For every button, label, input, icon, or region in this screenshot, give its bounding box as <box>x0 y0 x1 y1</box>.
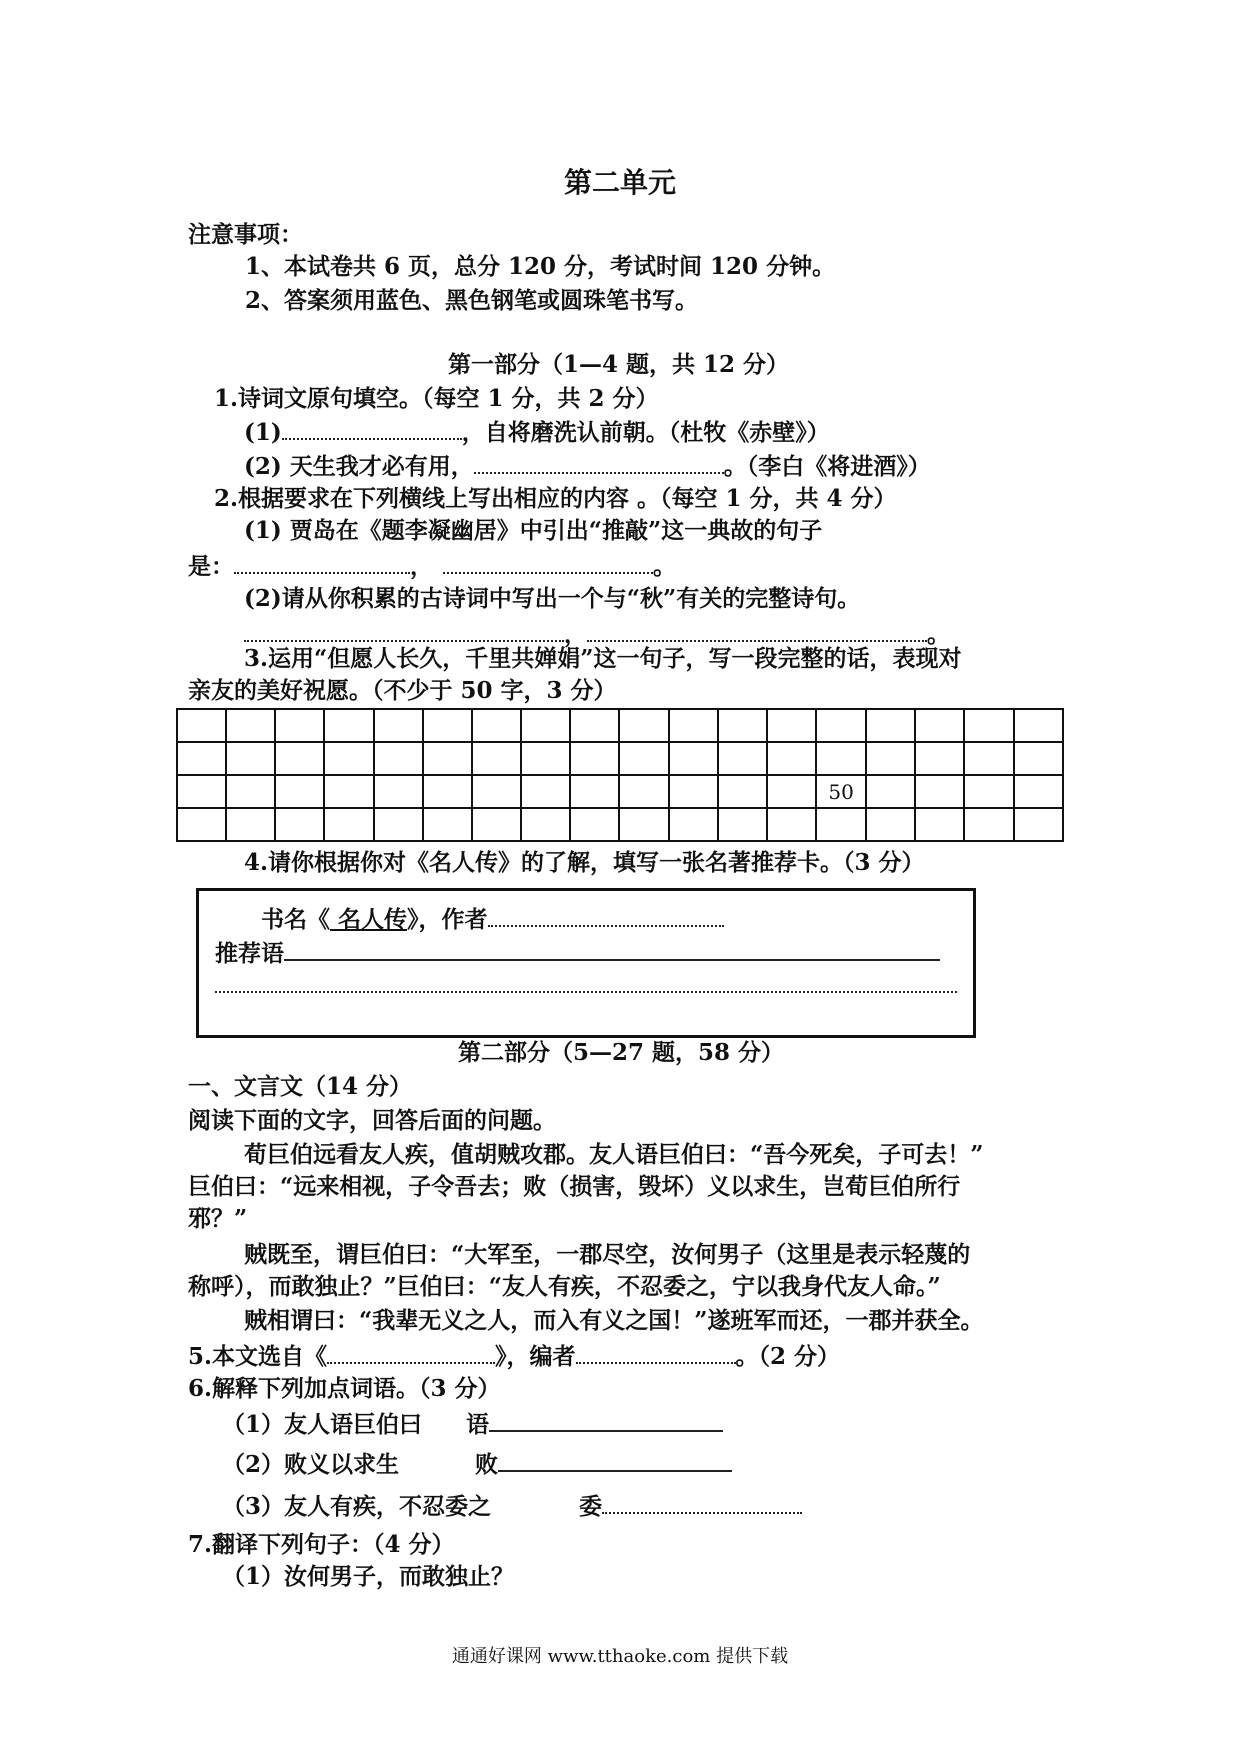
grid-cell[interactable] <box>374 775 423 808</box>
grid-cell[interactable] <box>718 709 767 742</box>
q6-item-3 <box>222 1490 802 1522</box>
q6-item-2 <box>222 1448 732 1480</box>
grid-cell[interactable] <box>275 808 324 841</box>
grid-cell[interactable] <box>374 742 423 775</box>
q3-stem-line-2: 亲友的美好祝愿。（不少于 50 字，3 分） <box>188 677 617 704</box>
grid-row <box>177 775 1063 808</box>
part1-heading: 第一部分（1—4 题，共 12 分） <box>448 351 790 378</box>
book-recommendation-card <box>196 888 976 1038</box>
grid-cell[interactable] <box>718 775 767 808</box>
grid-cell[interactable] <box>1014 808 1063 841</box>
footer-credit: 通通好课网 www.tthaoke.com 提供下载 <box>451 1646 789 1667</box>
grid-cell[interactable] <box>324 742 373 775</box>
q2-s2-period: 。 <box>927 621 950 648</box>
grid-cell[interactable] <box>226 709 275 742</box>
q1-sentence-2 <box>244 450 931 482</box>
q1-s1-suffix: ，自将磨洗认前朝。（杜牧《赤壁》） <box>461 419 830 446</box>
q2-sentence-2: (2)请从你积累的古诗词中写出一个与“秋”有关的完整诗句。 <box>244 585 861 612</box>
card-recommend-blank-2[interactable] <box>215 969 957 993</box>
q5-source-blank[interactable] <box>327 1340 495 1364</box>
grid-cell[interactable] <box>423 742 472 775</box>
q5-prefix: 5.本文选自《 <box>188 1343 328 1370</box>
grid-cell[interactable] <box>570 808 619 841</box>
q6-i3-text: （3）友人有疾，不忍委之 <box>222 1493 492 1520</box>
q6-i1-text: （1）友人语巨伯曰 <box>222 1411 423 1438</box>
q6-item-1 <box>222 1408 723 1440</box>
part2-heading: 第二部分（5—27 题，58 分） <box>458 1039 785 1066</box>
grid-cell[interactable] <box>324 808 373 841</box>
grid-cell[interactable] <box>915 808 964 841</box>
grid-cell[interactable] <box>423 709 472 742</box>
q1-s2-prefix: (2) 天生我才必有用， <box>244 453 474 480</box>
grid-cell[interactable] <box>866 808 915 841</box>
grid-cell[interactable] <box>226 742 275 775</box>
passage-p1-l3: 邪？” <box>188 1205 248 1232</box>
grid-cell[interactable] <box>816 709 866 742</box>
grid-cell[interactable] <box>669 808 718 841</box>
q6-i1-blank[interactable] <box>489 1408 723 1432</box>
q1-stem: 1.诗词文原句填空。（每空 1 分，共 2 分） <box>214 385 659 412</box>
grid-cell[interactable] <box>177 808 226 841</box>
grid-cell-50-marker[interactable]: 50 <box>816 775 866 808</box>
q3-stem-line-1: 3.运用“但愿人长久，千里共婵娟”这一句子，写一段完整的话，表现对 <box>244 645 962 672</box>
grid-cell[interactable] <box>669 709 718 742</box>
grid-cell[interactable] <box>964 742 1013 775</box>
q2-s1-period: 。 <box>653 553 676 580</box>
grid-cell[interactable] <box>619 808 668 841</box>
page-title: 第二单元 <box>563 166 676 199</box>
q6-i2-word: 败 <box>475 1451 499 1478</box>
grid-cell[interactable] <box>423 775 472 808</box>
q2-sentence-1: (1) 贾岛在《题李凝幽居》中引出“推敲”这一典故的句子 <box>244 517 823 544</box>
grid-cell[interactable] <box>275 709 324 742</box>
card-recommend-line-2 <box>215 969 957 1001</box>
grid-cell[interactable] <box>177 742 226 775</box>
q2-s1-comma: ， <box>410 553 433 580</box>
grid-cell[interactable] <box>324 775 373 808</box>
q5-suffix: 。（2 分） <box>735 1343 841 1370</box>
grid-cell[interactable] <box>915 742 964 775</box>
passage-p2-l2: 称呼），而敢独止？”巨伯曰：“友人有疾，不忍委之，宁以我身代友人命。” <box>188 1273 941 1300</box>
grid-cell[interactable] <box>1014 775 1063 808</box>
grid-cell[interactable] <box>472 742 521 775</box>
grid-cell[interactable] <box>767 775 816 808</box>
grid-cell[interactable] <box>964 775 1013 808</box>
passage-p2-l1: 贼既至，谓巨伯曰：“大军至，一郡尽空，汝何男子（这里是表示轻蔑的 <box>244 1241 971 1268</box>
q2-s1-prefix: 是： <box>188 553 234 580</box>
q2-stem: 2.根据要求在下列横线上写出相应的内容 。（每空 1 分，共 4 分） <box>214 485 897 512</box>
grid-cell[interactable] <box>521 742 570 775</box>
q6-i3-blank[interactable] <box>602 1490 802 1514</box>
q2-s2-blank-2[interactable] <box>587 618 927 642</box>
q5-editor-blank[interactable] <box>576 1340 736 1364</box>
grid-cell[interactable] <box>177 709 226 742</box>
card-recommend-line <box>215 937 940 969</box>
notes-heading: 注意事项： <box>188 221 303 248</box>
grid-cell[interactable] <box>374 808 423 841</box>
grid-cell[interactable] <box>816 742 866 775</box>
card-author-blank[interactable] <box>488 903 724 927</box>
grid-cell[interactable] <box>619 709 668 742</box>
grid-cell[interactable] <box>177 775 226 808</box>
grid-cell[interactable] <box>472 808 521 841</box>
q2-s1-blank-2[interactable] <box>443 550 653 574</box>
grid-cell[interactable] <box>1014 709 1063 742</box>
grid-cell[interactable] <box>472 775 521 808</box>
card-book-prefix: 书名《 <box>261 906 330 933</box>
grid-cell[interactable] <box>521 775 570 808</box>
grid-cell[interactable] <box>1014 742 1063 775</box>
passage-p1-l1: 荀巨伯远看友人疾，值胡贼攻郡。友人语巨伯曰：“吾今死矣，子可去！” <box>244 1141 984 1168</box>
grid-cell[interactable] <box>718 742 767 775</box>
grid-cell[interactable] <box>915 775 964 808</box>
grid-cell[interactable] <box>866 742 915 775</box>
passage-p1-l2: 巨伯曰：“远来相视，子令吾去；败（损害，毁坏）义以求生，岂荀巨伯所行 <box>188 1173 961 1200</box>
grid-cell[interactable] <box>718 808 767 841</box>
grid-row <box>177 808 1063 841</box>
q4-stem: 4.请你根据你对《名人传》的了解，填写一张名著推荐卡。（3 分） <box>244 849 925 876</box>
grid-cell[interactable] <box>521 808 570 841</box>
q1-sentence-1 <box>244 416 830 448</box>
q6-i3-word: 委 <box>579 1493 603 1520</box>
writing-grid[interactable] <box>176 708 1064 842</box>
q6-i2-blank[interactable] <box>498 1448 732 1472</box>
grid-cell[interactable] <box>472 709 521 742</box>
q6-stem: 6.解释下列加点词语。（3 分） <box>188 1375 501 1402</box>
q2-sentence-1-answer <box>188 550 676 582</box>
grid-cell[interactable] <box>275 775 324 808</box>
q6-i2-text: （2）败义以求生 <box>222 1451 400 1478</box>
grid-row <box>177 742 1063 775</box>
grid-cell[interactable] <box>816 808 866 841</box>
card-recommend-blank-1[interactable] <box>284 937 940 961</box>
q5-line <box>188 1340 840 1372</box>
grid-cell[interactable] <box>619 742 668 775</box>
grid-cell[interactable] <box>669 742 718 775</box>
grid-cell[interactable] <box>767 709 816 742</box>
grid-cell[interactable] <box>767 742 816 775</box>
notes-item-2: 2、答案须用蓝色、黑色钢笔或圆珠笔书写。 <box>245 287 699 314</box>
grid-cell[interactable] <box>619 775 668 808</box>
q7-stem: 7.翻译下列句子：（4 分） <box>188 1531 455 1558</box>
grid-cell[interactable] <box>275 742 324 775</box>
q1-s1-blank[interactable] <box>282 416 462 440</box>
grid-cell[interactable] <box>374 709 423 742</box>
q1-s2-suffix: 。（李白《将进酒》） <box>723 453 931 480</box>
grid-cell[interactable] <box>964 808 1013 841</box>
grid-cell[interactable] <box>915 709 964 742</box>
grid-cell[interactable] <box>866 775 915 808</box>
grid-cell[interactable] <box>570 775 619 808</box>
grid-cell[interactable] <box>521 709 570 742</box>
passage-p3-l1: 贼相谓曰：“我辈无义之人，而入有义之国！”遂班军而还，一郡并获全。 <box>244 1307 984 1334</box>
q2-s2-comma: ， <box>564 621 587 648</box>
grid-cell[interactable] <box>324 709 373 742</box>
card-author-label: 》，作者 <box>407 906 488 933</box>
grid-row <box>177 709 1063 742</box>
grid-cell[interactable] <box>964 709 1013 742</box>
grid-cell[interactable] <box>423 808 472 841</box>
grid-cell[interactable] <box>570 709 619 742</box>
q7-item-1: （1）汝何男子，而敢独止？ <box>222 1563 515 1590</box>
q2-s2-blank-1[interactable] <box>244 618 564 642</box>
notes-item-1: 1、本试卷共 6 页，总分 120 分，考试时间 120 分钟。 <box>245 253 836 280</box>
reading-instruction: 阅读下面的文字，回答后面的问题。 <box>188 1107 556 1134</box>
grid-cell[interactable] <box>226 808 275 841</box>
section-1-heading: 一、文言文（14 分） <box>188 1073 413 1100</box>
grid-cell[interactable] <box>226 775 275 808</box>
grid-cell[interactable] <box>767 808 816 841</box>
q5-middle: 》，编者 <box>495 1343 576 1370</box>
card-recommend-label: 推荐语 <box>215 940 284 967</box>
q1-s1-prefix: (1) <box>244 419 282 446</box>
q6-i1-word: 语 <box>466 1411 490 1438</box>
q1-s2-blank[interactable] <box>474 450 724 474</box>
q2-s1-blank-1[interactable] <box>234 550 410 574</box>
card-book-line <box>261 903 724 935</box>
grid-cell[interactable] <box>570 742 619 775</box>
grid-cell[interactable] <box>669 775 718 808</box>
card-book-name: 名人传 <box>330 906 408 933</box>
grid-cell[interactable] <box>866 709 915 742</box>
